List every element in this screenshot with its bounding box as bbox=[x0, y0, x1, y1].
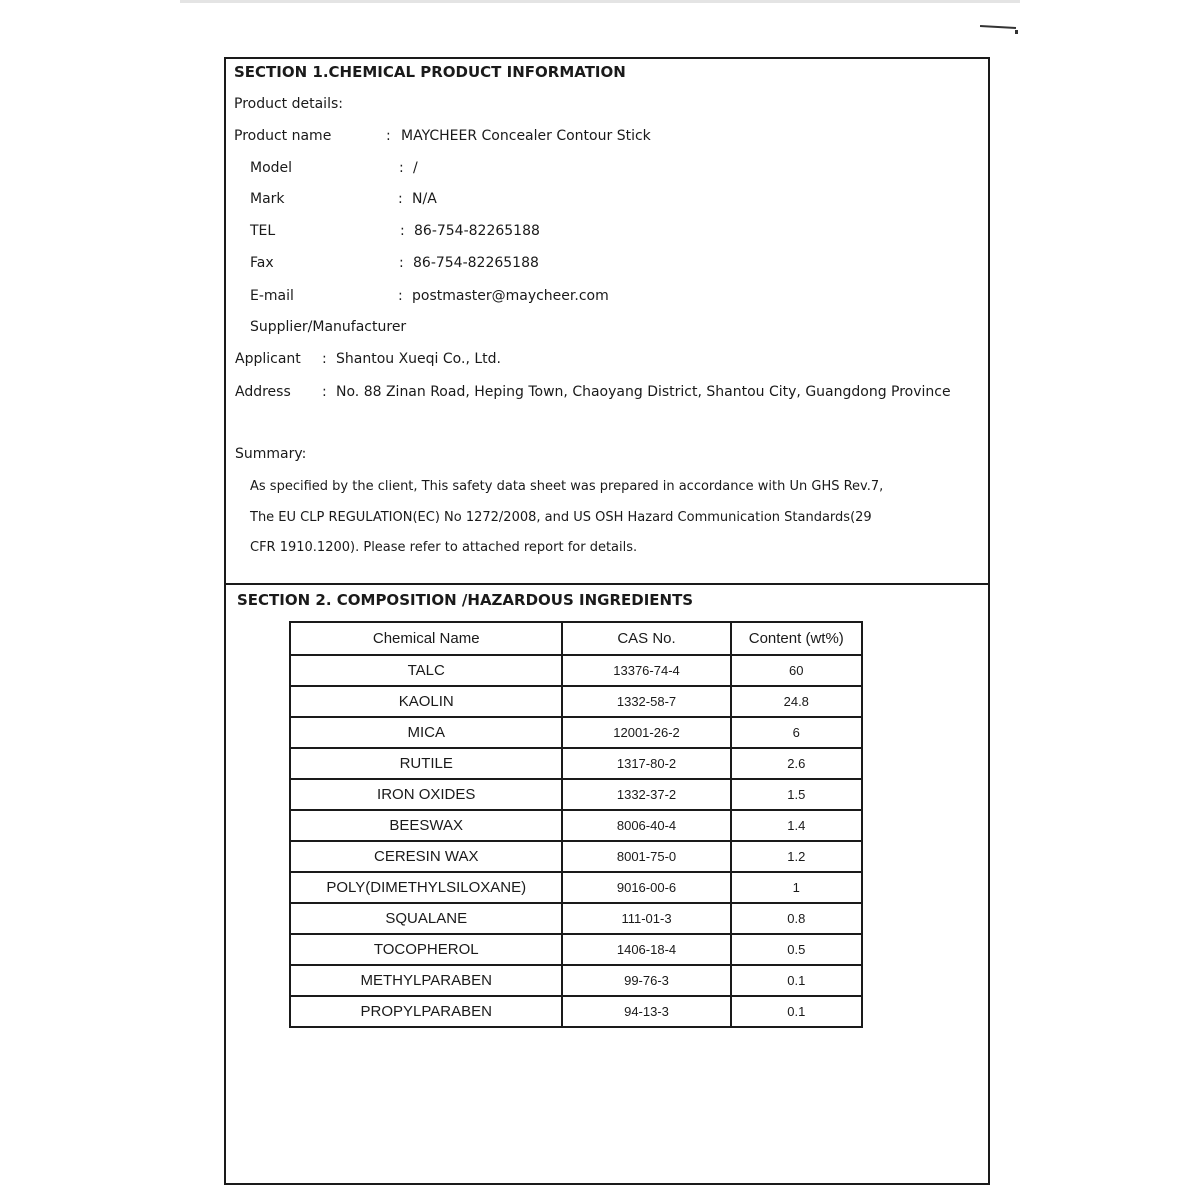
content-value: 60 bbox=[731, 655, 862, 686]
applicant-value: Shantou Xueqi Co., Ltd. bbox=[336, 351, 501, 367]
cas-number: 94-13-3 bbox=[562, 996, 730, 1027]
product-name-sep: : bbox=[386, 128, 391, 144]
section1-title: SECTION 1.CHEMICAL PRODUCT INFORMATION bbox=[234, 63, 626, 81]
content-value: 2.6 bbox=[731, 748, 862, 779]
applicant-label: Applicant bbox=[235, 351, 301, 367]
table-header-row bbox=[290, 622, 862, 655]
tel-label: TEL bbox=[250, 223, 276, 239]
supplier-label: Supplier/Manufacturer bbox=[250, 319, 407, 335]
content-value: 1.2 bbox=[731, 841, 862, 872]
table-row bbox=[290, 810, 862, 841]
chemical-name: MICA bbox=[290, 717, 562, 748]
model-value: / bbox=[413, 160, 418, 176]
model-label: Model bbox=[250, 160, 293, 176]
content-value: 0.1 bbox=[731, 965, 862, 996]
applicant-sep: : bbox=[322, 351, 327, 367]
content-value: 1.5 bbox=[731, 779, 862, 810]
address-value: No. 88 Zinan Road, Heping Town, Chaoyang District, Shantou City, Guangdong Province bbox=[336, 384, 951, 400]
address-sep: : bbox=[322, 384, 327, 400]
email-sep: : bbox=[398, 288, 403, 304]
cas-number: 8006-40-4 bbox=[562, 810, 730, 841]
composition-table bbox=[289, 621, 863, 1028]
table-row bbox=[290, 934, 862, 965]
summary-line-1: As specified by the client, This safety data sheet was prepared in accordance with Un GHS Rev.7, bbox=[250, 479, 884, 494]
cas-number: 1317-80-2 bbox=[562, 748, 730, 779]
chemical-name: SQUALANE bbox=[290, 903, 562, 934]
content-value: 0.5 bbox=[731, 934, 862, 965]
chemical-name: IRON OXIDES bbox=[290, 779, 562, 810]
header-cas-no: CAS No. bbox=[562, 622, 730, 655]
cas-number: 99-76-3 bbox=[562, 965, 730, 996]
section-divider bbox=[226, 583, 988, 585]
chemical-name: KAOLIN bbox=[290, 686, 562, 717]
fax-value: 86-754-82265188 bbox=[413, 255, 539, 271]
table-row bbox=[290, 872, 862, 903]
section2-title: SECTION 2. COMPOSITION /HAZARDOUS INGREDIENTS bbox=[237, 591, 694, 609]
cas-number: 1406-18-4 bbox=[562, 934, 730, 965]
table-row bbox=[290, 996, 862, 1027]
chemical-name: RUTILE bbox=[290, 748, 562, 779]
content-value: 6 bbox=[731, 717, 862, 748]
table-row bbox=[290, 903, 862, 934]
chemical-name: METHYLPARABEN bbox=[290, 965, 562, 996]
cas-number: 9016-00-6 bbox=[562, 872, 730, 903]
cas-number: 8001-75-0 bbox=[562, 841, 730, 872]
content-value: 1 bbox=[731, 872, 862, 903]
summary-label: Summary: bbox=[235, 446, 307, 462]
chemical-name: TOCOPHEROL bbox=[290, 934, 562, 965]
email-value: postmaster@maycheer.com bbox=[412, 288, 609, 304]
product-name-label: Product name bbox=[234, 128, 332, 144]
email-label: E-mail bbox=[250, 288, 294, 304]
chemical-name: POLY(DIMETHYLSILOXANE) bbox=[290, 872, 562, 903]
tel-value: 86-754-82265188 bbox=[414, 223, 540, 239]
mark-sep: : bbox=[398, 191, 403, 207]
mark-label: Mark bbox=[250, 191, 285, 207]
page-top-edge bbox=[180, 0, 1020, 3]
cas-number: 12001-26-2 bbox=[562, 717, 730, 748]
chemical-name: CERESIN WAX bbox=[290, 841, 562, 872]
chemical-name: PROPYLPARABEN bbox=[290, 996, 562, 1027]
summary-line-3: CFR 1910.1200). Please refer to attached report for details. bbox=[250, 540, 638, 555]
model-sep: : bbox=[399, 160, 404, 176]
cas-number: 1332-58-7 bbox=[562, 686, 730, 717]
table-row bbox=[290, 717, 862, 748]
summary-line-2: The EU CLP REGULATION(EC) No 1272/2008, and US OSH Hazard Communication Standards(29 bbox=[250, 510, 872, 525]
pen-mark bbox=[980, 25, 1016, 29]
chemical-name: TALC bbox=[290, 655, 562, 686]
product-details-label: Product details: bbox=[234, 96, 343, 112]
pen-dot bbox=[1015, 30, 1018, 34]
table-row bbox=[290, 841, 862, 872]
cas-number: 1332-37-2 bbox=[562, 779, 730, 810]
chemical-name: BEESWAX bbox=[290, 810, 562, 841]
header-content: Content (wt%) bbox=[731, 622, 862, 655]
table-row bbox=[290, 655, 862, 686]
fax-sep: : bbox=[399, 255, 404, 271]
content-value: 1.4 bbox=[731, 810, 862, 841]
header-chemical-name: Chemical Name bbox=[290, 622, 562, 655]
cas-number: 13376-74-4 bbox=[562, 655, 730, 686]
table-row bbox=[290, 779, 862, 810]
mark-value: N/A bbox=[412, 191, 437, 207]
fax-label: Fax bbox=[250, 255, 274, 271]
content-value: 0.8 bbox=[731, 903, 862, 934]
cas-number: 111-01-3 bbox=[562, 903, 730, 934]
content-value: 24.8 bbox=[731, 686, 862, 717]
table-row bbox=[290, 748, 862, 779]
product-name-value: MAYCHEER Concealer Contour Stick bbox=[401, 128, 651, 144]
tel-sep: : bbox=[400, 223, 405, 239]
content-value: 0.1 bbox=[731, 996, 862, 1027]
table-row bbox=[290, 965, 862, 996]
table-row bbox=[290, 686, 862, 717]
address-label: Address bbox=[235, 384, 291, 400]
